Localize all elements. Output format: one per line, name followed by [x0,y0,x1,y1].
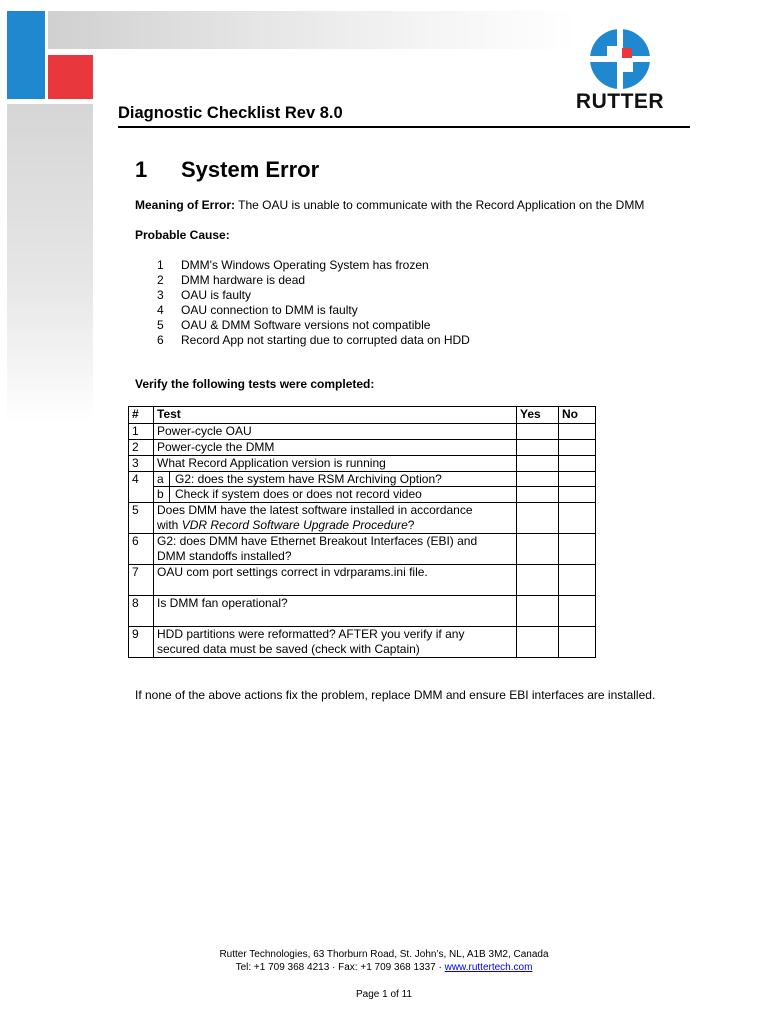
probable-cause-list [157,258,470,348]
title-divider [118,126,690,128]
no-checkbox-cell[interactable] [559,472,596,503]
table-row: 4 a G2: does the system have RSM Archiving Option? b Check if system does or does not record video [129,472,596,503]
table-row: 6 G2: does DMM have Ethernet Breakout Interfaces (EBI) and DMM standoffs installed? [129,534,596,565]
table-row: 8 Is DMM fan operational? [129,596,596,627]
no-checkbox-cell[interactable] [559,440,596,456]
no-checkbox-cell[interactable] [559,627,596,658]
yes-checkbox-cell[interactable] [517,424,559,440]
list-item: 4 OAU connection to DMM is faulty [157,303,358,317]
checklist-table [128,406,596,658]
page-number: Page 1 of 11 [356,989,412,1000]
footer-address: Rutter Technologies, 63 Thorburn Road, St. John’s, NL, A1B 3M2, Canada [219,949,549,960]
yes-checkbox-cell[interactable] [517,503,559,534]
yes-checkbox-cell[interactable] [517,565,559,596]
no-checkbox-cell[interactable] [559,565,596,596]
probable-cause-label: Probable Cause: [135,228,230,242]
no-checkbox-cell[interactable] [559,596,596,627]
header-num: # [129,407,154,424]
meaning-of-error [135,198,644,213]
table-row: 7 OAU com port settings correct in vdrparams.ini file. [129,565,596,596]
list-item: 3 OAU is faulty [157,288,252,302]
meaning-text: The OAU is unable to communicate with the Record Application on the DMM [235,198,645,212]
yes-checkbox-cell[interactable] [517,534,559,565]
footer-contact [0,961,768,974]
header-no: No [559,407,596,424]
verify-heading: Verify the following tests were completed: [135,377,375,391]
logo-wordmark: RUTTER [575,90,665,113]
table-row: 9 HDD partitions were reformatted? AFTER you verify if any secured data must be saved (check with Captain) [129,627,596,658]
header-blue-block [7,11,45,99]
closing-text: If none of the above actions fix the problem, replace DMM and ensure EBI interfaces are installed. [135,688,656,702]
table-row: 1 Power-cycle OAU [129,424,596,440]
list-item: 1 DMM's Windows Operating System has frozen [157,258,429,272]
list-item: 2 DMM hardware is dead [157,273,306,287]
no-checkbox-cell[interactable] [559,503,596,534]
header-test: Test [154,407,517,424]
rutter-logo [565,24,675,114]
table-row: 5 Does DMM have the latest software installed in accordance with VDR Record Software Upgrade Procedure? [129,503,596,534]
list-item: 6 Record App not starting due to corrupted data on HDD [157,333,470,347]
table-row: 3 What Record Application version is running [129,456,596,472]
header-red-block [48,55,93,99]
table-row: 2 Power-cycle the DMM [129,440,596,456]
section-heading [135,157,319,183]
yes-checkbox-cell[interactable] [517,627,559,658]
header-gradient-band [48,11,578,49]
yes-checkbox-cell[interactable] [517,596,559,627]
sub-item: a G2: does the system have RSM Archiving Option? [154,472,516,487]
no-checkbox-cell[interactable] [559,534,596,565]
rutter-logo-icon [589,28,651,90]
section-title: System Error [181,157,320,182]
section-number: 1 [135,157,148,182]
no-checkbox-cell[interactable] [559,456,596,472]
yes-checkbox-cell[interactable] [517,472,559,503]
side-gradient-band [7,104,93,424]
header-yes: Yes [517,407,559,424]
footer-website-link[interactable]: www.ruttertech.com [444,962,533,973]
yes-checkbox-cell[interactable] [517,440,559,456]
meaning-label: Meaning of Error: [135,198,236,212]
list-item: 5 OAU & DMM Software versions not compatible [157,318,431,332]
yes-checkbox-cell[interactable] [517,456,559,472]
footer-contact-text: Tel: +1 709 368 4213 · Fax: +1 709 368 1337 · [235,962,445,973]
table-header-row [129,407,596,424]
no-checkbox-cell[interactable] [559,424,596,440]
sub-item: b Check if system does or does not record video [154,487,516,502]
document-title: Diagnostic Checklist Rev 8.0 [118,104,343,122]
